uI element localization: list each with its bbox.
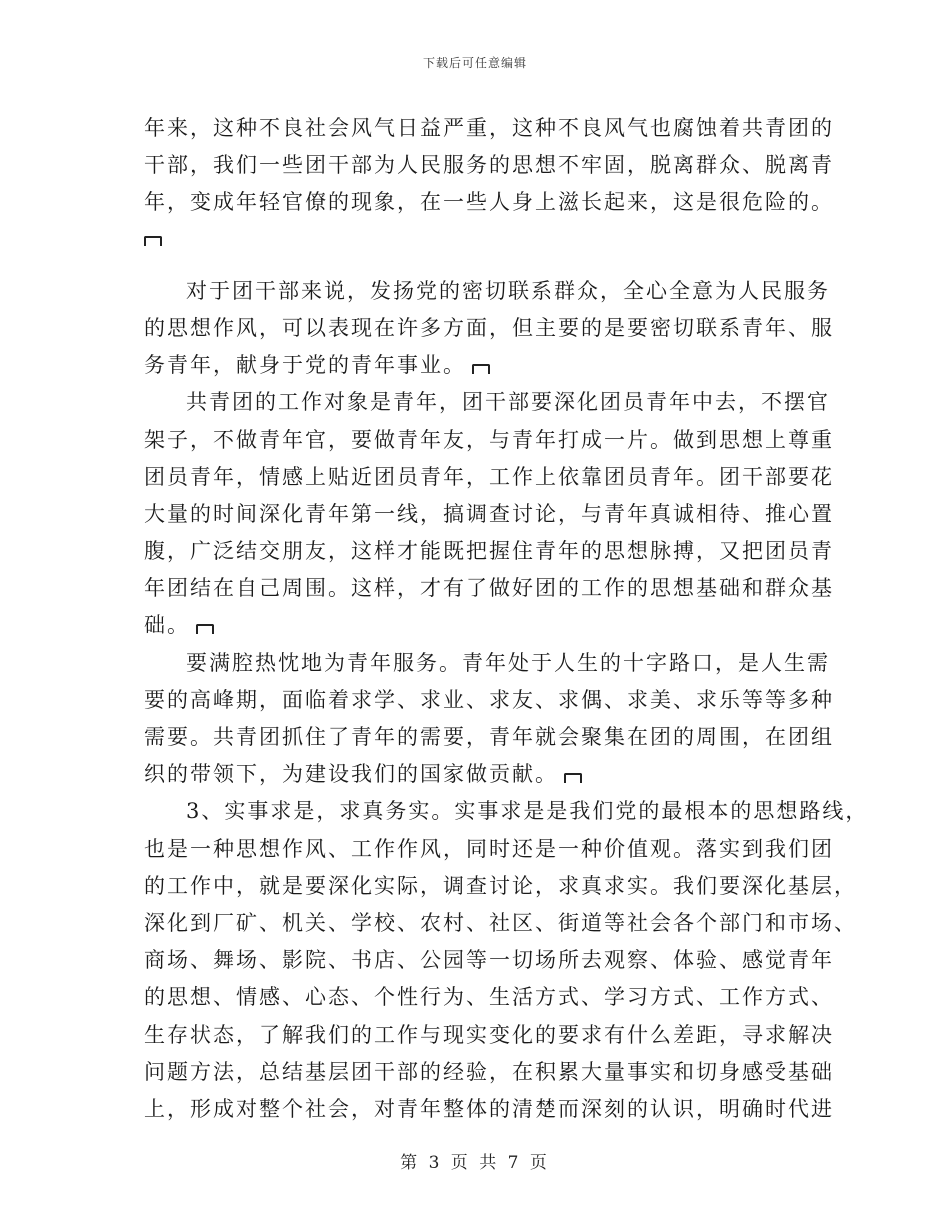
text-line-last [144, 347, 806, 384]
text-line: 问题方法，总结基层团干部的经验，在积累大量事实和切身感受基础 [144, 1059, 834, 1084]
page-header-note: 下载后可任意编辑 [422, 56, 527, 70]
text-line-text: 础。 [144, 613, 190, 638]
document-body [144, 110, 869, 1128]
text-line: 年，变成年轻官僚的现象，在一些人身上滋长起来，这是很危险的。 [144, 190, 834, 215]
text-line: 团员青年，情感上贴近团员青年，工作上依靠团员青年。团干部要花 [144, 464, 834, 489]
text-line: 商场、舞场、影院、书店、公园等一切场所去观察、体验、感觉青年 [144, 948, 834, 973]
text-line: 要的高峰期，面临着求学、求业、求友、求偶、求美、求乐等等多种 [144, 687, 834, 712]
text-line-text: 务青年，献身于党的青年事业。 [144, 353, 466, 378]
text-line: 也是一种思想作风、工作作风，同时还是一种价值观。落实到我们团 [144, 836, 834, 861]
spacer [144, 259, 806, 273]
paragraph-1 [144, 110, 834, 259]
paragraph-5 [144, 793, 869, 1128]
paragraph-4 [144, 645, 834, 794]
text-line: 年来，这种不良社会风气日益严重，这种不良风气也腐蚀着共青团的 [144, 116, 834, 140]
text-line: 干部，我们一些团干部为人民服务的思想不牢固，脱离群众、脱离青 [144, 153, 834, 178]
text-line: 共青团的工作对象是青年，团干部要深化团员青年中去，不摆官 [186, 390, 830, 415]
paragraph-mark-icon [564, 773, 582, 783]
text-line: 需要。共青团抓住了青年的需要，青年就会聚集在团的周围，在团组 [144, 725, 834, 749]
page-number: 第 3 页 共 7 页 [400, 1153, 550, 1173]
paragraph-mark-icon [472, 364, 490, 374]
text-line: 大量的时间深化青年第一线，搞调查讨论，与青年真诚相待、推心置 [144, 501, 834, 526]
paragraph-mark-icon [144, 236, 162, 246]
text-line: 架子，不做青年官，要做青年友，与青年打成一片。做到思想上尊重 [144, 427, 834, 452]
paragraph-mark-icon [196, 624, 214, 634]
text-line: 要满腔热忱地为青年服务。青年处于人生的十字路口，是人生需 [186, 650, 830, 675]
text-line: 腹，广泛结交朋友，这样才能既把握住青年的思想脉搏，又把团员青 [144, 539, 834, 564]
text-line: 3、实事求是，求真务实。实事求是是我们党的最根本的思想路线， [186, 799, 869, 824]
text-line: 对于团干部来说，发扬党的密切联系群众，全心全意为人民服务 [186, 278, 830, 303]
text-line: 上，形成对整个社会，对青年整体的清楚而深刻的认识，明确时代进 [144, 1096, 834, 1121]
text-line-text: 织的带领下，为建设我们的国家做贡献。 [144, 762, 558, 787]
text-line: 年团结在自己周围。这样，才有了做好团的工作的思想基础和群众基 [144, 576, 834, 601]
text-line: 的思想、情感、心态、个性行为、生活方式、学习方式、工作方式、 [144, 985, 834, 1010]
text-line: 生存状态，了解我们的工作与现实变化的要求有什么差距，寻求解决 [144, 1022, 834, 1047]
paragraph-3 [144, 384, 834, 644]
text-line: 深化到厂矿、机关、学校、农村、社区、街道等社会各个部门和市场、 [144, 910, 857, 935]
text-line: 的思想作风，可以表现在许多方面，但主要的是要密切联系青年、服 [144, 315, 834, 340]
text-line: 的工作中，就是要深化实际，调查讨论，求真求实。我们要深化基层， [144, 873, 857, 898]
paragraph-2 [144, 273, 834, 385]
text-line-last [144, 756, 806, 793]
paragraph-mark-line [144, 222, 806, 259]
text-line-last [144, 607, 806, 644]
